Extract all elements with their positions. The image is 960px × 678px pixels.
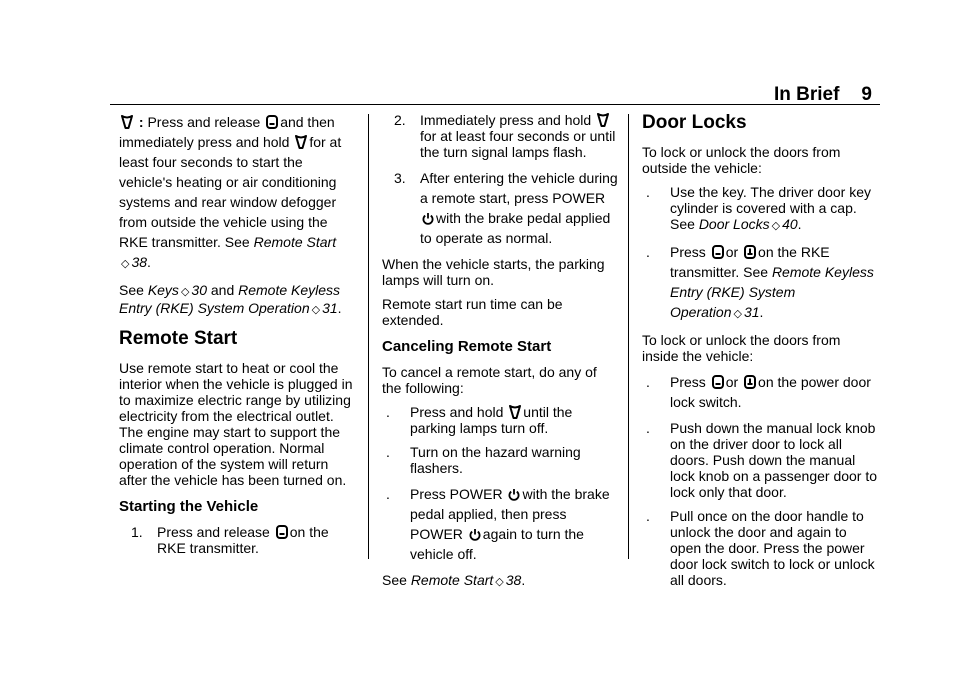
heading-starting-vehicle: Starting the Vehicle	[119, 498, 259, 515]
column-divider-1	[368, 114, 369, 559]
section-title: In Brief	[773, 84, 840, 105]
remote-start-description: Use remote start to heat or cool the interior when the vehicle is plugged in to maximize electric range by utilizing electricity from the electrical outlet. The engine may start to support the climate control operation. Normal operation of the system will return after the vehicle has been turned on.	[119, 360, 353, 488]
cross-reference[interactable]: Door Locks	[698, 216, 770, 232]
remote-start-icon	[509, 405, 521, 419]
reference-page[interactable]: 40	[782, 216, 798, 232]
step-1: 1. Press and release on the RKE transmitter.	[131, 524, 329, 556]
lock-icon	[266, 115, 278, 129]
door-bullet-5: . Pull once on the door handle to unlock the door and again to open the door. Press the power door lock switch to lock or unlock all doors.	[646, 508, 875, 588]
cross-reference[interactable]: Remote Keyless Entry (RKE) System Operation	[119, 282, 341, 316]
heading-remote-start: Remote Start	[119, 328, 238, 349]
heading-canceling-remote-start: Canceling Remote Start	[382, 338, 552, 355]
power-icon	[469, 528, 481, 541]
reference-arrow-icon: ◇	[733, 308, 742, 320]
inside-intro: To lock or unlock the doors from inside the vehicle:	[642, 332, 841, 364]
unlock-icon	[744, 375, 756, 389]
reference-page[interactable]: 38	[505, 572, 522, 588]
column-divider-2	[628, 114, 629, 559]
column-2	[382, 112, 618, 598]
reference-arrow-icon: ◇	[121, 258, 130, 270]
header-rule	[110, 104, 880, 105]
see-remote-start: See Remote Start ◇ 38.	[382, 572, 526, 588]
power-icon	[422, 212, 434, 225]
door-bullet-4: . Push down the manual lock knob on the driver door to lock all doors. Push down the manual lock knob on a passenger door to lock only that door.	[646, 420, 878, 500]
remote-start-icon	[121, 115, 133, 129]
reference-arrow-icon: ◇	[311, 304, 321, 316]
lock-icon	[712, 245, 724, 259]
cross-reference[interactable]: Remote Start	[410, 572, 494, 588]
cancel-intro: To cancel a remote start, do any of the following:	[382, 364, 597, 396]
door-bullet-3: . Press or on the power door lock switch.	[646, 374, 871, 410]
reference-arrow-icon: ◇	[771, 220, 781, 232]
cancel-bullet-2: . Turn on the hazard warning flashers.	[386, 444, 581, 476]
outside-intro: To lock or unlock the doors from outside the vehicle:	[642, 144, 841, 176]
run-time-paragraph: Remote start run time can be extended.	[382, 296, 563, 328]
vehicle-starts-paragraph: When the vehicle starts, the parking lamps will turn on.	[382, 256, 605, 288]
step-2: 2. Immediately press and hold for at least four seconds or until the turn signal lamps flash.	[394, 112, 616, 160]
cancel-bullet-3: . Press POWER with the brake pedal applied, then press POWER again to turn the vehicle off.	[386, 486, 610, 562]
reference-arrow-icon: ◇	[495, 576, 504, 588]
unlock-icon	[744, 245, 756, 259]
reference-page[interactable]: 30	[191, 282, 207, 298]
lock-icon	[276, 525, 288, 539]
page-header	[774, 84, 872, 106]
cancel-bullet-1: . Press and hold until the parking lamps turn off.	[386, 404, 573, 436]
cross-reference[interactable]: Remote Start	[253, 234, 337, 250]
column-1	[119, 112, 357, 564]
reference-page[interactable]: 31	[743, 304, 760, 320]
door-bullet-1: . Use the key. The driver door key cylinder is covered with a cap. See Door Locks ◇ 40.	[646, 184, 872, 232]
cross-reference[interactable]: Keys	[147, 282, 179, 298]
cross-reference[interactable]: Remote Keyless Entry (RKE) System Operation	[670, 264, 874, 320]
page-number: 9	[861, 84, 872, 105]
step-3: 3. After entering the vehicle during a remote start, press POWER with the brake pedal applied to operate as normal.	[394, 170, 618, 246]
remote-start-paragraph: : Press and release and then immediately press and hold for at least four seconds to start the vehicle's heating or air conditioning systems and rear window defogger from outside the vehicle using the RKE transmitter. See Remote Start ◇ 38.	[119, 114, 342, 270]
see-keys-paragraph: See Keys ◇ 30 and Remote Keyless Entry (RKE) System Operation ◇ 31.	[119, 282, 342, 316]
reference-page[interactable]: 38	[131, 254, 148, 270]
remote-start-icon	[295, 135, 307, 149]
column-3	[642, 112, 880, 596]
power-icon	[508, 488, 520, 501]
door-bullet-2: . Press or on the RKE transmitter. See Remote Keyless Entry (RKE) System Operation ◇ 31.	[646, 244, 874, 320]
reference-page[interactable]: 31	[322, 300, 338, 316]
heading-door-locks: Door Locks	[642, 112, 747, 133]
lock-icon	[712, 375, 724, 389]
reference-arrow-icon: ◇	[180, 286, 190, 298]
remote-start-icon	[597, 113, 609, 127]
